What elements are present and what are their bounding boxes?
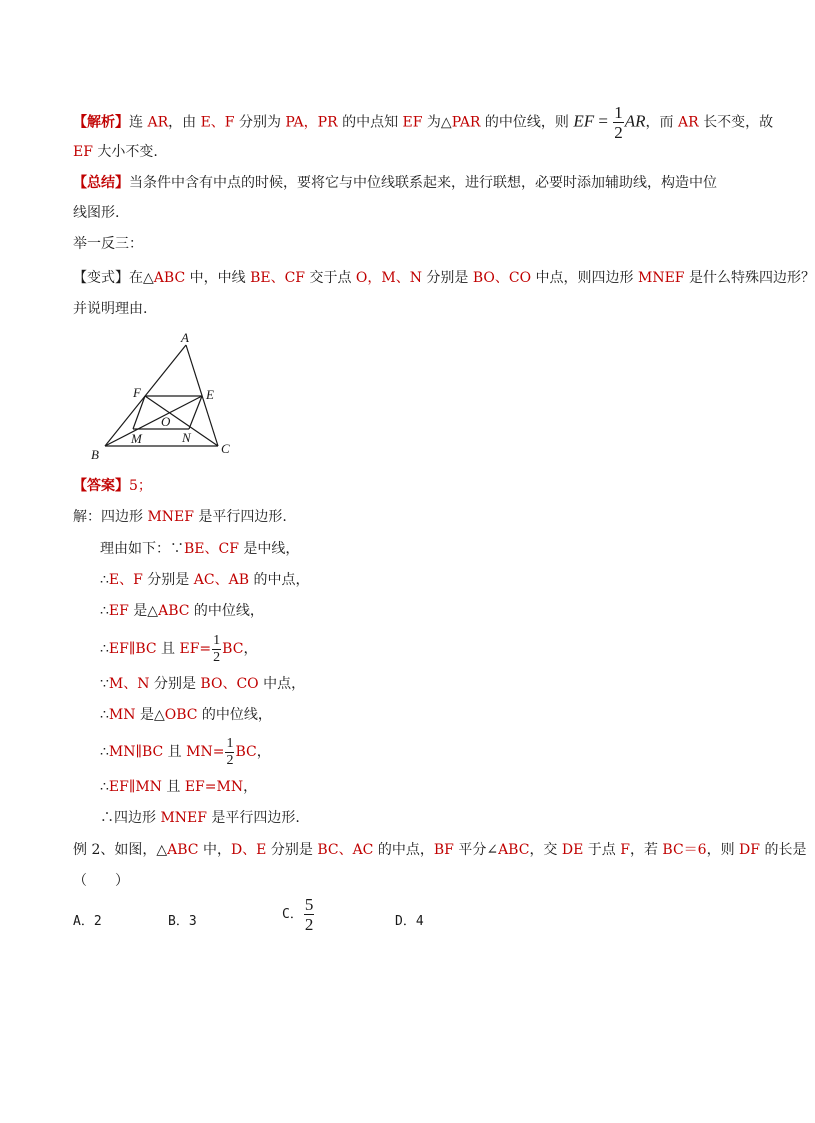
label-n: N bbox=[182, 430, 191, 445]
equation-left: EF bbox=[573, 111, 595, 131]
example2-line-1: 例 2、如图，△ABC 中，D、E 分别是 BC、AC 的中点，BF 平分∠ABC，交 DE 于点 F，若 BC＝6，则 DF 的长是 bbox=[73, 842, 807, 858]
answer-line bbox=[73, 476, 152, 496]
fraction-five-halves: $\frac{5}{2}$ bbox=[304, 895, 314, 934]
label-b: B bbox=[91, 447, 99, 462]
solution-line-3: ∴EF 是△ABC 的中位线， bbox=[100, 603, 264, 619]
label-e: E bbox=[206, 387, 214, 402]
analysis-tag: 【解析】 bbox=[73, 114, 129, 131]
summary-tag: 【总结】 bbox=[73, 175, 129, 191]
segment-en bbox=[189, 396, 202, 429]
summary-line-2: 线图形. bbox=[73, 205, 120, 221]
option-d[interactable]: D．4 bbox=[395, 914, 424, 929]
label-m: M bbox=[131, 431, 142, 446]
fraction-one-half: $\frac{1}{2}$ bbox=[226, 735, 234, 768]
analysis-line-1: 【解析】连 AR，由 E、F 分别为 PA，PR 的中点知 EF 为△PAR 的中位线，则 EF = $\frac{1}{2}$ AR，而 AR 长不变，故 bbox=[73, 103, 774, 142]
label-c: C bbox=[221, 441, 230, 456]
solution-line-6: ∴MN 是△OBC 的中位线， bbox=[100, 707, 272, 723]
solution-line-4: ∴EF∥BC 且 EF= $\frac{1}{2}$ BC， bbox=[100, 632, 258, 665]
summary-line-1: 【总结】当条件中含有中点的时候，要将它与中位线联系起来，进行联想，必要时添加辅助线，构造中位 bbox=[73, 175, 717, 191]
variant-tag: 【变式】 bbox=[73, 270, 129, 286]
practice-heading: 举一反三： bbox=[73, 236, 143, 252]
solution-line-8: ∴EF∥MN 且 EF=MN， bbox=[100, 779, 258, 795]
solution-line-0: 解：四边形 MNEF 是平行四边形. bbox=[73, 509, 287, 525]
analysis-line-2: EF 大小不变. bbox=[73, 144, 158, 160]
solution-line-1: 理由如下：∵BE、CF 是中线， bbox=[100, 541, 300, 557]
example2-line-2: （ ） bbox=[73, 873, 129, 889]
option-a[interactable]: A．2 bbox=[73, 914, 102, 929]
label-a: A bbox=[181, 330, 189, 345]
solution-line-7: ∴MN∥BC 且 MN= $\frac{1}{2}$ BC， bbox=[100, 735, 271, 768]
answer-value: 5； bbox=[129, 478, 152, 494]
label-o: O bbox=[161, 414, 171, 429]
segment-fm bbox=[133, 396, 145, 429]
option-c[interactable]: C． $\frac{5}{2}$ bbox=[282, 895, 314, 934]
solution-line-5: ∵M、N 分别是 BO、CO 中点， bbox=[100, 676, 306, 692]
fraction-one-half: $\frac{1}{2}$ bbox=[213, 632, 221, 665]
label-f: F bbox=[133, 385, 141, 400]
solution-line-9: ∴四边形 MNEF 是平行四边形. bbox=[100, 810, 300, 826]
triangle-figure bbox=[85, 328, 245, 463]
option-b[interactable]: B．3 bbox=[168, 914, 197, 929]
variant-line-1: 【变式】在△ABC 中，中线 BE、CF 交于点 O，M、N 分别是 BO、CO 中点，则四边形 MNEF 是什么特殊四边形？ bbox=[73, 270, 815, 286]
equation-right: AR bbox=[624, 111, 646, 131]
answer-tag: 【答案】 bbox=[73, 478, 129, 494]
variant-line-2: 并说明理由. bbox=[73, 301, 148, 317]
solution-line-2: ∴E、F 分别是 AC、AB 的中点， bbox=[100, 572, 310, 588]
fraction-one-half: $\frac{1}{2}$ bbox=[614, 103, 623, 142]
